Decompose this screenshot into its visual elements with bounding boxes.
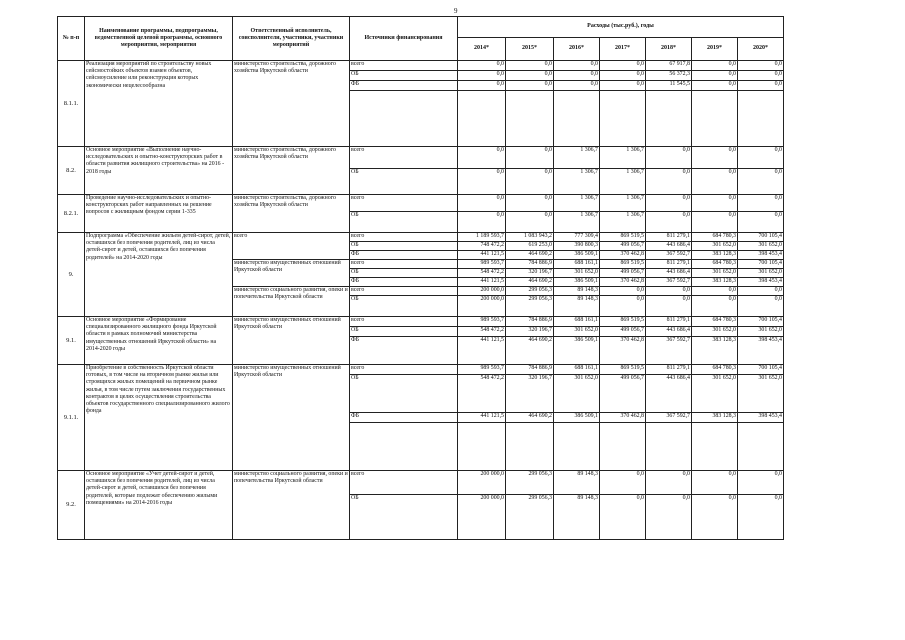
cell-value: 688 161,1 (554, 260, 600, 269)
row-number: 9.2. (58, 471, 85, 540)
funding-source: ФБ (350, 251, 458, 260)
cell-value: 548 472,2 (458, 269, 506, 278)
funding-source: ОБ (350, 169, 458, 195)
cell-value: 0,0 (692, 195, 738, 212)
cell-value: 0,0 (738, 471, 784, 495)
cell-value: 1 306,7 (554, 212, 600, 233)
cell-value: 0,0 (692, 471, 738, 495)
cell-value: 684 780,3 (692, 365, 738, 375)
table-row (58, 365, 784, 375)
funding-source: всего (350, 287, 458, 296)
header-year: 2015* (506, 38, 554, 61)
cell-value: 0,0 (600, 81, 646, 91)
cell-value: 989 593,7 (458, 317, 506, 327)
cell-value: 0,0 (458, 169, 506, 195)
cell-value: 398 453,4 (738, 413, 784, 423)
cell-value: 1 306,7 (554, 169, 600, 195)
header-year: 2020* (738, 38, 784, 61)
cell-value: 0,0 (600, 61, 646, 71)
cell-value: 441 121,5 (458, 337, 506, 365)
executor: министерство имущественных отношений Иркутской области (233, 317, 350, 365)
cell-value: 367 592,7 (646, 251, 692, 260)
measure-name: Подпрограмма «Обеспечение жильем детей-сирот, детей, оставшихся без попечения родителей, лиц из числа детей-сирот и детей, оставшихся без попечения родителей» на 2014-2020 годы (85, 233, 233, 317)
cell-value: 869 519,5 (600, 317, 646, 327)
cell-value: 383 128,3 (692, 413, 738, 423)
cell-value: 0,0 (692, 71, 738, 81)
cell-value: 1 189 593,7 (458, 233, 506, 242)
cell-value: 0,0 (506, 61, 554, 71)
funding-source: ОБ (350, 242, 458, 251)
funding-source: ОБ (350, 296, 458, 317)
row-number: 8.2. (58, 147, 85, 195)
cell-value: 0,0 (738, 61, 784, 71)
cell-value: 441 121,5 (458, 413, 506, 423)
cell-value: 0,0 (506, 169, 554, 195)
cell-value: 0,0 (506, 212, 554, 233)
funding-source: ОБ (350, 375, 458, 413)
cell-value: 398 453,4 (738, 278, 784, 287)
cell-value: 383 128,3 (692, 251, 738, 260)
cell-value: 0,0 (554, 61, 600, 71)
cell-value: 0,0 (506, 71, 554, 81)
cell-value: 748 472,2 (458, 242, 506, 251)
cell-value: 320 196,7 (506, 327, 554, 337)
cell-value: 0,0 (554, 71, 600, 81)
page-number: 9 (454, 7, 458, 15)
cell-value: 386 509,1 (554, 251, 600, 260)
measure-name: Приобретение в собственность Иркутской области готовых, в том числе на вторичном рынке жилья или строящихся жилых помещений на первичном рынке жилья, в том числе путем заключения государственных контрактов в целях осуществления строительства объектов государственного специализированного жилого фонда (85, 365, 233, 471)
header-source: Источники финансирования (350, 17, 458, 61)
cell-value: 301 652,0 (692, 242, 738, 251)
cell-value: 390 800,3 (554, 242, 600, 251)
executor: министерство социального развития, опеки и попечительства Иркутской области (233, 471, 350, 540)
measure-name: Реализация мероприятий по строительству новых сейсмостойких объектов взамен объектов, сейсмоусиление или реконструкция которых экономически нецелесообразна (85, 61, 233, 147)
executor: министерство строительства, дорожного хозяйства Иркутской области (233, 195, 350, 233)
cell-value: 811 279,1 (646, 233, 692, 242)
cell-value: 0,0 (738, 71, 784, 81)
cell-value: 1 083 943,2 (506, 233, 554, 242)
header-year: 2017* (600, 38, 646, 61)
cell-value: 301 652,0 (554, 327, 600, 337)
cell-value: 0,0 (738, 169, 784, 195)
cell-value: 299 056,3 (506, 287, 554, 296)
cell-value: 0,0 (738, 81, 784, 91)
cell-value: 301 652,0 (738, 375, 784, 413)
executor: министерство строительства, дорожного хозяйства Иркутской области (233, 147, 350, 195)
cell-value: 383 128,3 (692, 278, 738, 287)
cell-value: 0,0 (646, 195, 692, 212)
executor: всего (233, 233, 350, 260)
budget-table (57, 16, 784, 540)
cell-value: 0,0 (458, 195, 506, 212)
cell-value: 869 519,5 (600, 365, 646, 375)
cell-value: 398 453,4 (738, 337, 784, 365)
cell-value: 869 519,5 (600, 233, 646, 242)
header-executor: Ответственный исполнитель, соисполнители, участники, участники мероприятий (233, 17, 350, 61)
cell-value: 499 056,7 (600, 269, 646, 278)
cell-value: 299 056,3 (506, 471, 554, 495)
header-year: 2019* (692, 38, 738, 61)
cell-value: 0,0 (506, 147, 554, 169)
cell-value: 443 686,4 (646, 242, 692, 251)
cell-value: 684 780,3 (692, 233, 738, 242)
cell-value: 89 148,3 (554, 495, 600, 540)
funding-source: всего (350, 233, 458, 242)
funding-source: всего (350, 195, 458, 212)
cell-value: 464 690,2 (506, 413, 554, 423)
funding-source: ОБ (350, 495, 458, 540)
cell-value: 301 652,0 (738, 327, 784, 337)
cell-value: 784 886,9 (506, 365, 554, 375)
cell-value: 370 462,8 (600, 337, 646, 365)
cell-value: 0,0 (458, 71, 506, 81)
table-row (58, 61, 784, 71)
cell-value: 67 917,8 (646, 61, 692, 71)
measure-name: Основное мероприятие «Выполнение научно-исследовательских и опытно-конструкторских работ в области развития жилищного строительства» на 2016 - 2018 годы (85, 147, 233, 195)
cell-value: 56 372,3 (646, 71, 692, 81)
funding-source: всего (350, 61, 458, 71)
cell-value: 299 056,3 (506, 495, 554, 540)
table-row (58, 147, 784, 169)
cell-value: 398 453,4 (738, 251, 784, 260)
cell-value: 0,0 (646, 212, 692, 233)
cell-value: 869 519,5 (600, 260, 646, 269)
funding-source: ФБ (350, 413, 458, 423)
cell-value: 499 056,7 (600, 242, 646, 251)
cell-value: 784 886,9 (506, 317, 554, 327)
cell-value: 367 592,7 (646, 337, 692, 365)
row-number: 8.1.1. (58, 61, 85, 147)
cell-value: 1 306,7 (554, 195, 600, 212)
cell-value: 0,0 (738, 147, 784, 169)
cell-value: 301 652,0 (692, 327, 738, 337)
cell-value: 499 056,7 (600, 327, 646, 337)
cell-value: 0,0 (738, 287, 784, 296)
cell-value: 0,0 (738, 495, 784, 540)
cell-value: 0,0 (600, 296, 646, 317)
cell-value: 688 161,1 (554, 365, 600, 375)
executor: министерство имущественных отношений Иркутской области (233, 260, 350, 287)
cell-value: 784 886,9 (506, 260, 554, 269)
measure-name: Проведение научно-исследовательских и опытно-конструкторских работ направленных на решение вопросов с жилищным фондом серии 1-335 (85, 195, 233, 233)
cell-value: 700 105,4 (738, 260, 784, 269)
cell-value: 989 593,7 (458, 260, 506, 269)
cell-value: 0,0 (738, 296, 784, 317)
cell-value: 989 593,7 (458, 365, 506, 375)
cell-value: 320 196,7 (506, 269, 554, 278)
cell-value: 301 652,0 (554, 269, 600, 278)
cell-value: 0,0 (506, 81, 554, 91)
cell-value: 619 253,0 (506, 242, 554, 251)
cell-value: 1 306,7 (600, 147, 646, 169)
funding-source: ОБ (350, 269, 458, 278)
cell-value: 301 652,0 (738, 269, 784, 278)
cell-value: 548 472,2 (458, 327, 506, 337)
cell-value: 0,0 (458, 212, 506, 233)
cell-value: 700 105,4 (738, 233, 784, 242)
header-year: 2016* (554, 38, 600, 61)
measure-name: Основное мероприятие «Учет детей-сирот и детей, оставшихся без попечения родителей, лиц из числа детей-сирот и детей, оставшихся без попечения родителей, которые подлежат обеспечению жилыми помещениями» на 2014-2016 годы (85, 471, 233, 540)
cell-value: 1 306,7 (600, 195, 646, 212)
cell-value: 0,0 (692, 296, 738, 317)
cell-value: 200 000,0 (458, 296, 506, 317)
cell-value: 11 545,5 (646, 81, 692, 91)
cell-value: 0,0 (692, 147, 738, 169)
cell-value: 0,0 (600, 495, 646, 540)
funding-source: ОБ (350, 71, 458, 81)
cell-value: 441 121,5 (458, 251, 506, 260)
funding-source: всего (350, 147, 458, 169)
cell-value: 0,0 (646, 296, 692, 317)
funding-source: ОБ (350, 212, 458, 233)
cell-value: 370 462,8 (600, 251, 646, 260)
cell-value: 301 652,0 (692, 375, 738, 413)
cell-value: 0,0 (506, 195, 554, 212)
cell-value: 386 509,1 (554, 337, 600, 365)
cell-value: 0,0 (692, 169, 738, 195)
cell-value: 811 279,1 (646, 260, 692, 269)
cell-value: 441 121,5 (458, 278, 506, 287)
cell-value: 200 000,0 (458, 287, 506, 296)
cell-value: 700 105,4 (738, 365, 784, 375)
cell-value: 464 690,2 (506, 278, 554, 287)
cell-value: 386 509,1 (554, 278, 600, 287)
table-row (58, 233, 784, 242)
cell-value: 0,0 (738, 212, 784, 233)
cell-value: 499 056,7 (600, 375, 646, 413)
table-row (58, 471, 784, 495)
cell-value: 0,0 (554, 81, 600, 91)
funding-source: ОБ (350, 327, 458, 337)
funding-source: всего (350, 260, 458, 269)
cell-value: 684 780,3 (692, 260, 738, 269)
cell-value: 0,0 (646, 287, 692, 296)
row-number: 9.1.1. (58, 365, 85, 471)
cell-value: 0,0 (692, 212, 738, 233)
cell-value: 0,0 (738, 195, 784, 212)
cell-value: 0,0 (458, 61, 506, 71)
cell-value: 0,0 (692, 287, 738, 296)
cell-value: 443 686,4 (646, 269, 692, 278)
header-num: № п-п (58, 17, 85, 61)
cell-value: 367 592,7 (646, 278, 692, 287)
header-program: Наименование программы, подпрограммы, ведомственной целевой программы, основного мероприятия, мероприятия (85, 17, 233, 61)
header-expenses: Расходы (тыс.руб.), годы (458, 17, 784, 38)
cell-value: 443 686,4 (646, 375, 692, 413)
cell-value: 464 690,2 (506, 251, 554, 260)
cell-value: 0,0 (692, 61, 738, 71)
cell-value: 0,0 (646, 495, 692, 540)
cell-value: 383 128,3 (692, 337, 738, 365)
cell-value: 200 000,0 (458, 495, 506, 540)
cell-value: 688 161,1 (554, 317, 600, 327)
cell-value: 811 279,1 (646, 365, 692, 375)
cell-value: 0,0 (600, 287, 646, 296)
cell-value: 1 306,7 (600, 212, 646, 233)
row-number: 8.2.1. (58, 195, 85, 233)
cell-value: 89 148,3 (554, 296, 600, 317)
cell-value: 320 196,7 (506, 375, 554, 413)
cell-value: 1 306,7 (554, 147, 600, 169)
cell-value: 811 279,1 (646, 317, 692, 327)
funding-source: ФБ (350, 81, 458, 91)
cell-value: 0,0 (458, 147, 506, 169)
cell-value: 299 056,3 (506, 296, 554, 317)
row-number: 9. (58, 233, 85, 317)
cell-value: 548 472,2 (458, 375, 506, 413)
funding-source: всего (350, 365, 458, 375)
table-row (58, 195, 784, 212)
cell-value: 200 000,0 (458, 471, 506, 495)
cell-value: 301 652,0 (738, 242, 784, 251)
cell-value: 0,0 (692, 495, 738, 540)
row-number: 9.1. (58, 317, 85, 365)
measure-name: Основное мероприятие «Формирование специализированного жилищного фонда Иркутской области в рамках полномочий министерства имущественных отношений Иркутской области» на 2014-2020 годы (85, 317, 233, 365)
table-row (58, 317, 784, 327)
executor: министерство строительства, дорожного хозяйства Иркутской области (233, 61, 350, 147)
cell-value: 0,0 (646, 147, 692, 169)
cell-value: 0,0 (692, 81, 738, 91)
cell-value: 0,0 (646, 471, 692, 495)
cell-value: 0,0 (600, 71, 646, 81)
cell-value: 0,0 (458, 81, 506, 91)
funding-source: всего (350, 317, 458, 327)
cell-value: 370 462,8 (600, 278, 646, 287)
funding-source: ФБ (350, 337, 458, 365)
header-year: 2014* (458, 38, 506, 61)
cell-value: 0,0 (600, 471, 646, 495)
executor: министерство имущественных отношений Иркутской области (233, 365, 350, 471)
funding-source: всего (350, 471, 458, 495)
cell-value: 301 652,0 (554, 375, 600, 413)
cell-value: 464 690,2 (506, 337, 554, 365)
executor: министерство социального развития, опеки и попечительства Иркутской области (233, 287, 350, 317)
cell-value: 370 462,8 (600, 413, 646, 423)
cell-value: 443 686,4 (646, 327, 692, 337)
cell-value: 367 592,7 (646, 413, 692, 423)
cell-value: 1 306,7 (600, 169, 646, 195)
cell-value: 0,0 (646, 169, 692, 195)
header-year: 2018* (646, 38, 692, 61)
cell-value: 386 509,1 (554, 413, 600, 423)
funding-source: ФБ (350, 278, 458, 287)
cell-value: 777 309,4 (554, 233, 600, 242)
cell-value: 684 780,3 (692, 317, 738, 327)
cell-value: 700 105,4 (738, 317, 784, 327)
cell-value: 89 148,3 (554, 287, 600, 296)
cell-value: 301 652,0 (692, 269, 738, 278)
cell-value: 89 148,3 (554, 471, 600, 495)
